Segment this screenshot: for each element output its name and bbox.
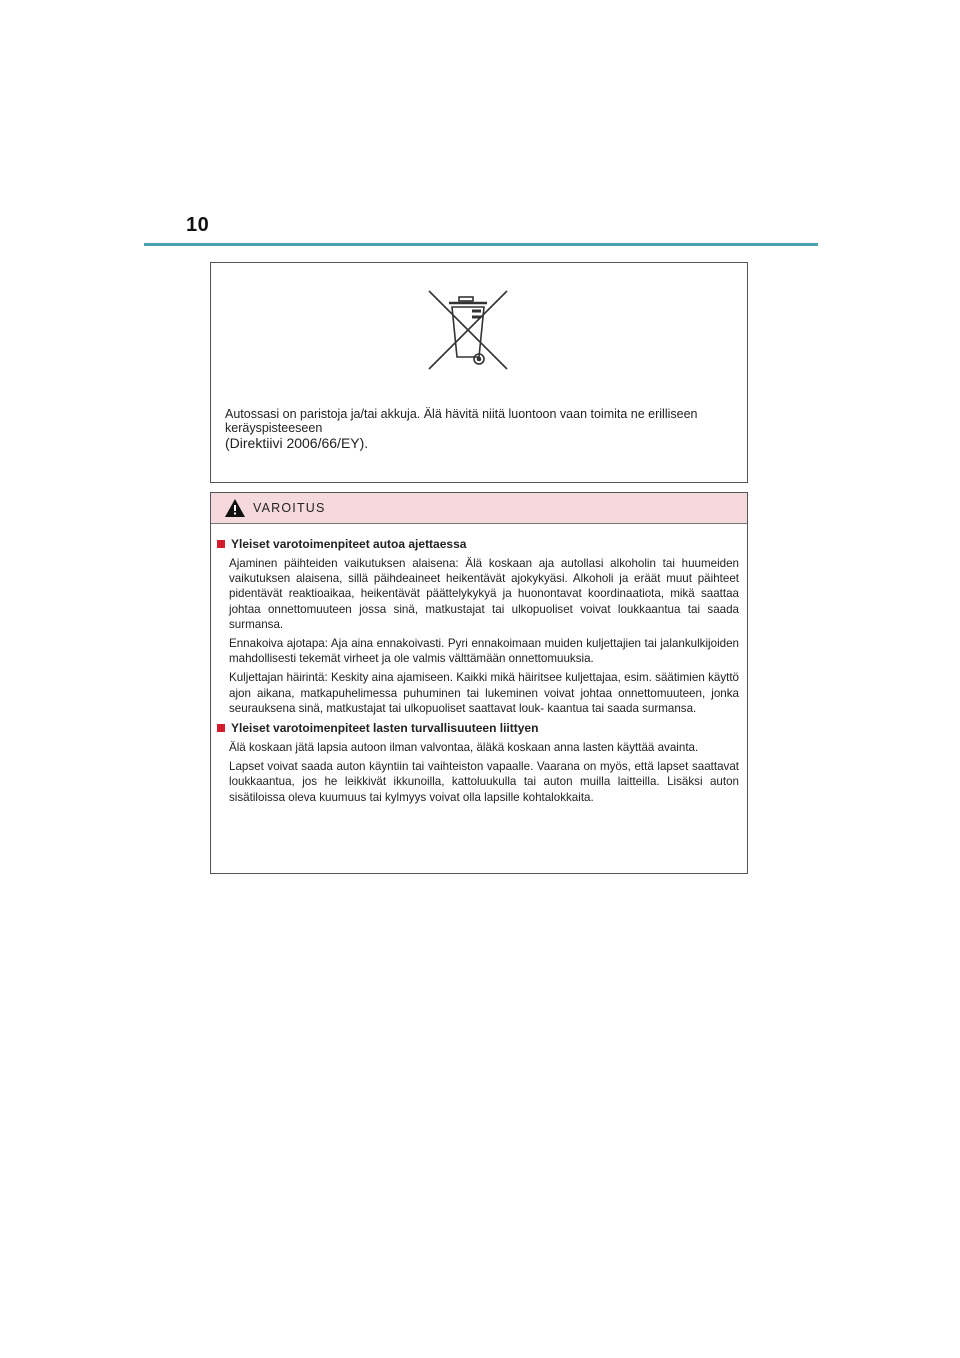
section-heading-text: Yleiset varotoimenpiteet autoa ajettaessa	[231, 537, 467, 551]
crossed-out-wheelie-bin-icon	[427, 289, 509, 371]
square-bullet-icon	[217, 724, 225, 732]
paragraph: Älä koskaan jätä lapsia autoon ilman valvontaa, äläkä koskaan anna lasten käyttää avainta.	[229, 741, 699, 755]
warning-section-child-safety	[217, 720, 739, 805]
square-bullet-icon	[217, 540, 225, 548]
page-number: 10	[186, 214, 210, 236]
directive-reference: (Direktiivi 2006/66/EY).	[225, 435, 369, 451]
header-rule	[144, 243, 818, 246]
section-heading	[217, 536, 739, 552]
warning-header	[211, 493, 747, 524]
paragraph: Ennakoiva ajotapa: Aja aina ennakoivasti. Pyri ennakoimaan muiden kuljettajien tai jalankulkijoiden mahdollisesti tekemät virheet ja ole valmis välttämään onnettomuuksia.	[229, 637, 739, 666]
paragraph: Ajaminen päihteiden vaikutuksen alaisena: Älä koskaan aja autollasi alkoholin tai huumeiden vaikutuksen alaisena, sillä päihdeaineet heikentävät ajokykyäsi. Alkoholi ja eräät muut päihteet pidentävät reaktioaikaa, heikentävät päättelykykyä ja huonontavat koordinaatiota, mikä saattaa johtaa onnettomuuteen jossa sinä, matkustajat tai ulkopuoliset voivat loukkaantua tai saada surmansa.	[229, 557, 739, 631]
paragraph: Kuljettajan häirintä: Keskity aina ajamiseen. Kaikki mikä häiritsee kuljettajaa, esim. säätimien käyttö ajon aikana, matkapuhelimessa puhuminen tai lukeminen voivat johtaa onnettomuuteen, jonka seurauksena sinä, matkustajat tai ulkopuoliset saattavat louk- kaantua tai saada surmansa.	[229, 671, 739, 715]
warning-box	[210, 492, 748, 874]
warning-title: VAROITUS	[253, 501, 326, 515]
section-heading-text: Yleiset varotoimenpiteet lasten turvallisuuteen liittyen	[231, 721, 539, 736]
section-heading	[217, 720, 739, 736]
recycling-notice-text	[225, 407, 730, 452]
warning-body	[211, 524, 747, 805]
warning-triangle-icon	[225, 499, 245, 517]
warning-section-driving	[217, 536, 739, 716]
paragraph: Lapset voivat saada auton käyntiin tai vaihteiston vapaalle. Vaarana on myös, että lapset saattavat loukkaantua, jos he leikkivät ikkunoilla, kattoluukulla tai auton muilla laitteilla. Lisäksi auton sisätiloissa oleva kuumuus tai kylmyys voivat olla lapsille kohtalokkaita.	[229, 760, 739, 804]
recycling-notice-box	[210, 262, 748, 483]
recycling-text: Autossasi on paristoja ja/tai akkuja. Älä hävitä niitä luontoon vaan toimita ne erilliseen keräyspisteeseen	[225, 407, 698, 435]
